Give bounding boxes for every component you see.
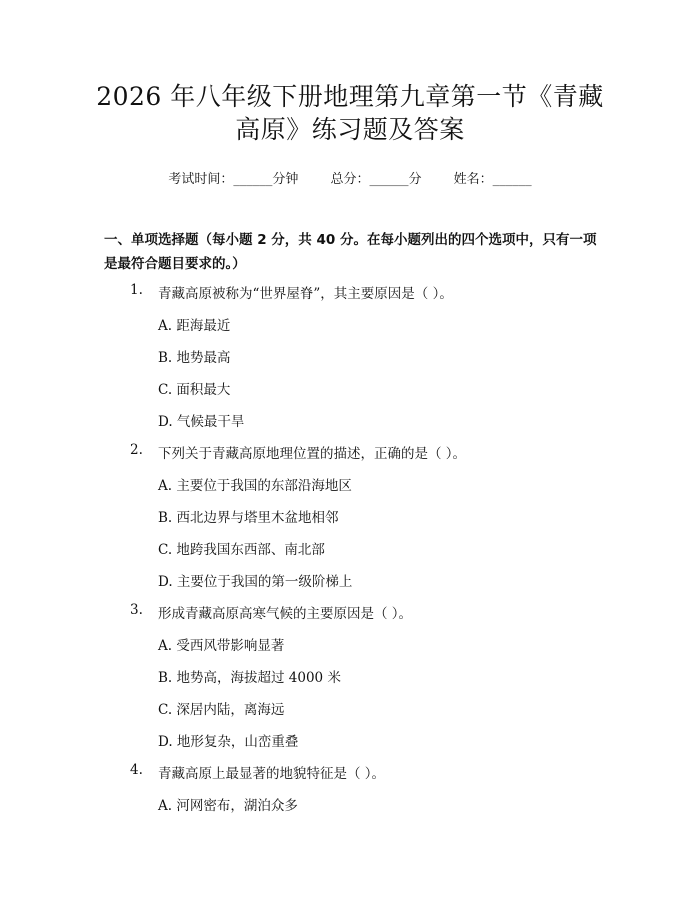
exam-score: 总分：______分 (330, 172, 422, 187)
option-2c: C. 地跨我国东西部、南北部 (158, 542, 325, 558)
option-1a: A. 距海最近 (158, 318, 231, 334)
question-number: 3. (130, 602, 143, 618)
question-number: 1. (130, 282, 143, 298)
option-1c: C. 面积最大 (158, 382, 231, 398)
question-number: 2. (130, 442, 143, 458)
question-text: 下列关于青藏高原地理位置的描述，正确的是（ ）。 (158, 446, 467, 462)
exam-time: 考试时间：______分钟 (168, 172, 299, 187)
option-2d: D. 主要位于我国的第一级阶梯上 (158, 574, 353, 590)
section-heading: 一、单项选择题（每小题 2 分，共 40 分。在每小题列出的四个选项中，只有一项是最符合题目要求的。） (104, 232, 597, 272)
option-3a: A. 受西风带影响显著 (158, 638, 285, 654)
option-1b: B. 地势最高 (158, 350, 231, 366)
document-title (40, 80, 660, 146)
exam-name: 姓名：______ (453, 172, 532, 187)
option-4a: A. 河网密布，湖泊众多 (158, 798, 298, 814)
exam-info (0, 168, 700, 187)
option-2a: A. 主要位于我国的东部沿海地区 (158, 478, 352, 494)
option-3c: C. 深居内陆，离海远 (158, 702, 285, 718)
question-text: 青藏高原被称为“世界屋脊”，其主要原因是（ ）。 (158, 286, 453, 302)
title-line-1: 2026 年八年级下册地理第九章第一节《青藏 (96, 82, 604, 111)
option-1d: D. 气候最干旱 (158, 414, 245, 430)
question-text: 青藏高原上最显著的地貌特征是（ ）。 (158, 766, 386, 782)
title-line-2: 高原》练习题及答案 (235, 115, 465, 144)
option-3d: D. 地形复杂，山峦重叠 (158, 734, 299, 750)
option-2b: B. 西北边界与塔里木盆地相邻 (158, 510, 339, 526)
question-text: 形成青藏高原高寒气候的主要原因是（ ）。 (158, 606, 413, 622)
option-3b: B. 地势高，海拔超过 4000 米 (158, 670, 341, 686)
question-number: 4. (130, 762, 143, 778)
